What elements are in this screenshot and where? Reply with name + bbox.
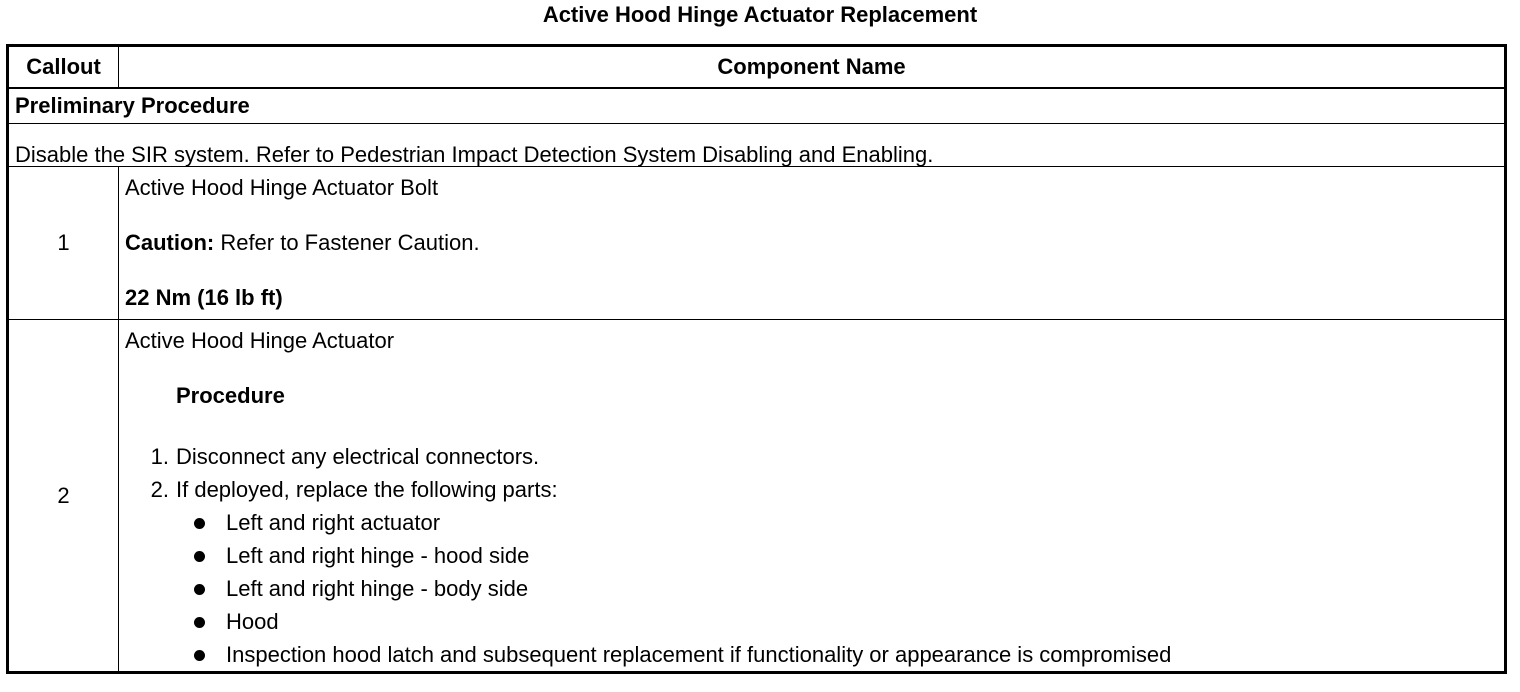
step-text: Disconnect any electrical connectors.	[176, 444, 540, 469]
torque-spec: 22 Nm (16 lb ft)	[125, 285, 283, 310]
list-item	[125, 638, 1498, 671]
list-item	[125, 572, 1498, 605]
bullet-icon	[194, 617, 205, 628]
component-cell-1	[119, 167, 1506, 320]
component-name: Active Hood Hinge Actuator	[125, 328, 395, 353]
preliminary-text: Disable the SIR system. Refer to Pedestrian Impact Detection System Disabling and Enabling.	[8, 124, 1506, 167]
step-number: 1.	[150, 444, 169, 469]
bullet-icon	[194, 650, 205, 661]
table-header-row	[8, 46, 1506, 89]
component-table	[6, 44, 1507, 674]
list-item	[125, 506, 1498, 539]
table-row	[8, 320, 1506, 673]
caution-line	[125, 232, 1498, 254]
bullet-icon	[194, 584, 205, 595]
header-component-name: Component Name	[119, 46, 1506, 89]
procedure-steps	[125, 440, 1498, 671]
list-item-text: Left and right hinge - hood side	[226, 543, 530, 568]
list-item	[125, 605, 1498, 638]
list-item	[125, 539, 1498, 572]
caution-label: Caution:	[125, 230, 215, 255]
component-name: Active Hood Hinge Actuator Bolt	[125, 175, 439, 200]
list-item-text: Left and right hinge - body side	[226, 576, 529, 601]
callout-1: 1	[8, 167, 119, 320]
header-callout: Callout	[8, 46, 119, 89]
bullet-icon	[194, 551, 205, 562]
bullet-icon	[194, 518, 205, 529]
step-number: 2.	[150, 477, 169, 502]
step-text: If deployed, replace the following parts:	[176, 477, 558, 502]
list-item-text: Left and right actuator	[226, 510, 441, 535]
step-item	[125, 473, 1498, 671]
step-item	[125, 440, 1498, 473]
parts-list	[125, 506, 1498, 671]
caution-text: Refer to Fastener Caution.	[214, 230, 480, 255]
list-item-text: Hood	[226, 609, 279, 634]
component-cell-2	[119, 320, 1506, 673]
preliminary-heading: Preliminary Procedure	[8, 88, 1506, 124]
page-title: Active Hood Hinge Actuator Replacement	[542, 2, 978, 27]
procedure-heading: Procedure	[176, 383, 285, 408]
preliminary-text-row	[8, 124, 1506, 167]
preliminary-heading-row	[8, 88, 1506, 124]
callout-2: 2	[8, 320, 119, 673]
table-row	[8, 167, 1506, 320]
list-item-text: Inspection hood latch and subsequent replacement if functionality or appearance is compromised	[226, 642, 1172, 667]
